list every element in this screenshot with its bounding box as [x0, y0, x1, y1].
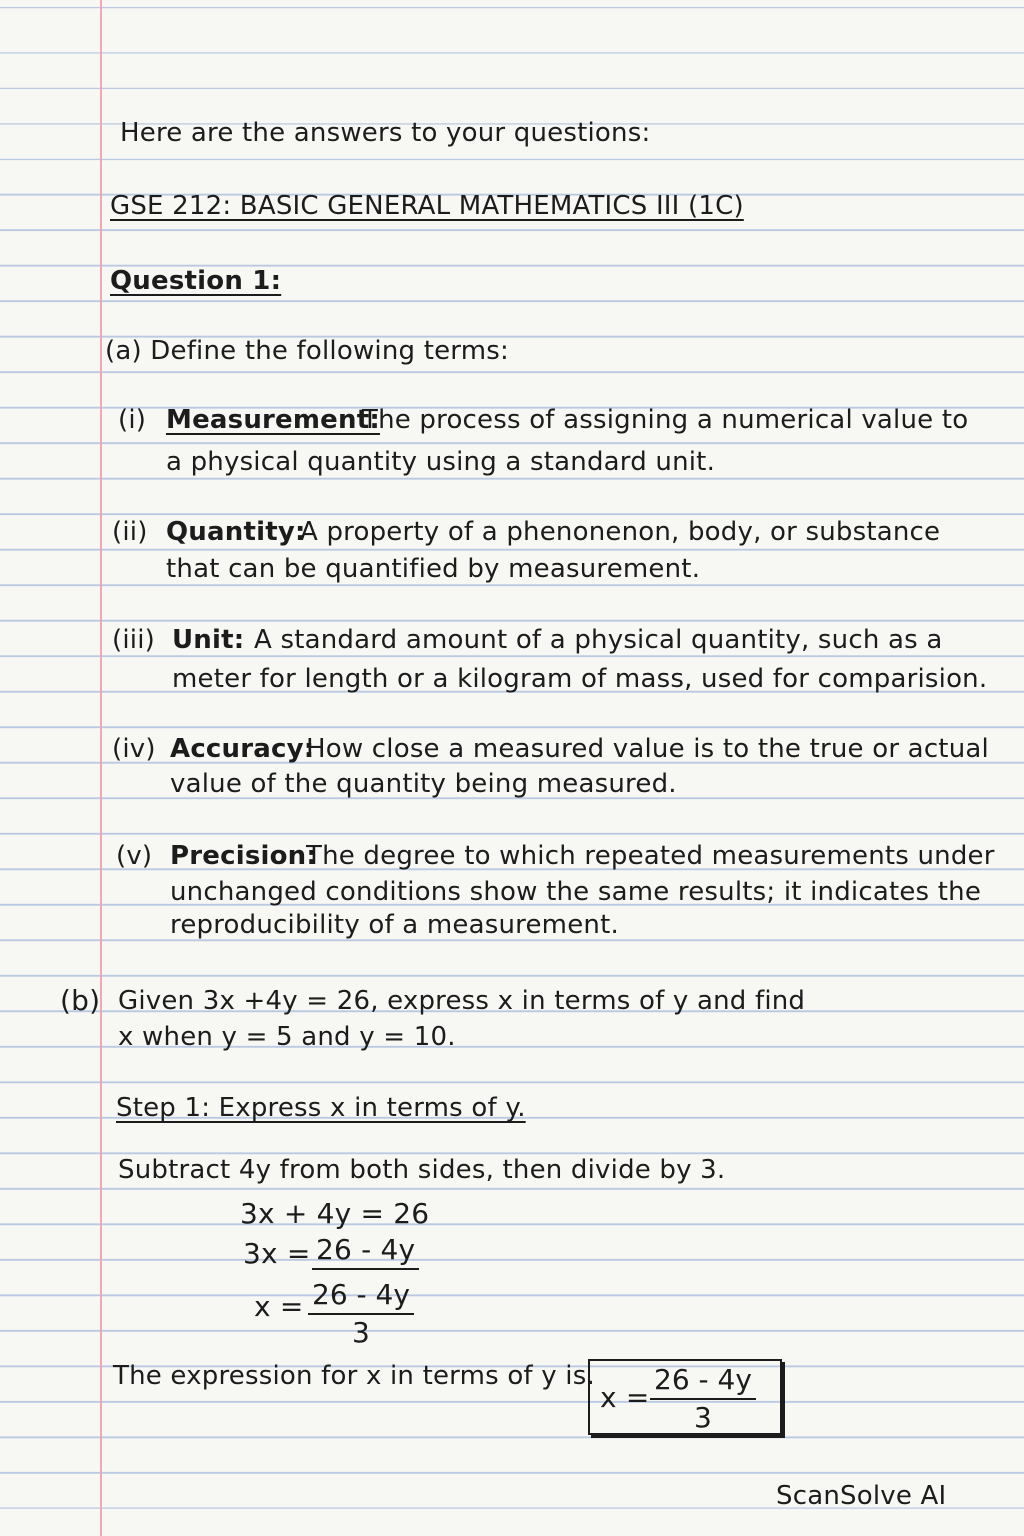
term-definition-line: meter for length or a kilogram of mass, used for comparision.: [172, 664, 988, 694]
term-definition-line: A property of a phenonenon, body, or substance: [300, 517, 941, 547]
term-number: (v): [116, 841, 153, 871]
term-definition-line: A standard amount of a physical quantity, such as a: [254, 625, 943, 655]
watermark: ScanSolve AI: [776, 1481, 947, 1511]
fraction: [308, 1279, 414, 1349]
term-definition-line: unchanged conditions show the same results; it indicates the: [170, 877, 982, 907]
term-definition-line: that can be quantified by measurement.: [166, 554, 701, 584]
term-definition-line: How close a measured value is to the true or actual: [306, 734, 989, 764]
term-name: Quantity:: [166, 517, 306, 547]
boxed-denominator: 3: [694, 1401, 712, 1435]
part-b-question-line: Given 3x +4y = 26, express x in terms of y and find: [118, 986, 806, 1016]
boxed-fraction: [650, 1364, 756, 1434]
question-heading: Question 1:: [110, 266, 282, 296]
part-b-question-line: x when y = 5 and y = 10.: [118, 1022, 456, 1052]
boxed-numerator: 26 - 4y: [650, 1364, 756, 1400]
part-a-prompt: (a) Define the following terms:: [105, 336, 509, 366]
equation-line-2-rhs: 26 - 4y: [312, 1233, 419, 1270]
boxed-lhs: x =: [600, 1381, 650, 1414]
fraction-denominator: 3: [352, 1316, 370, 1350]
step-1-instruction: Subtract 4y from both sides, then divide by 3.: [118, 1155, 726, 1185]
term-number: (i): [118, 405, 147, 435]
equation-line-1: 3x + 4y = 26: [240, 1197, 430, 1230]
equation-line-3-lhs: x =: [254, 1290, 304, 1323]
fraction-numerator: 26 - 4y: [308, 1279, 414, 1315]
term-definition-line: value of the quantity being measured.: [170, 769, 677, 799]
term-name: Precision:: [170, 841, 317, 871]
term-number: (iii): [112, 625, 155, 655]
part-b-label: (b): [60, 984, 101, 1017]
term-definition-line: reproducibility of a measurement.: [170, 910, 619, 940]
term-number: (ii): [112, 517, 148, 547]
term-definition-line: The degree to which repeated measurements under: [306, 841, 995, 871]
equation-line-2-lhs: 3x =: [243, 1237, 311, 1270]
step-1-heading: Step 1: Express x in terms of y.: [116, 1093, 526, 1123]
term-name: Unit:: [172, 625, 245, 655]
term-name: Measurement:: [166, 405, 380, 435]
answer-box: [588, 1359, 782, 1435]
margin-line: [100, 0, 102, 1536]
term-name: Accuracy:: [170, 734, 315, 764]
intro-text: Here are the answers to your questions:: [120, 118, 651, 148]
term-definition-line: a physical quantity using a standard unit.: [166, 447, 716, 477]
term-definition-line: The process of assigning a numerical value to: [362, 405, 969, 435]
course-title: GSE 212: BASIC GENERAL MATHEMATICS III (1C): [110, 191, 744, 221]
conclusion-text: The expression for x in terms of y is.: [113, 1361, 595, 1391]
term-number: (iv): [112, 734, 156, 764]
